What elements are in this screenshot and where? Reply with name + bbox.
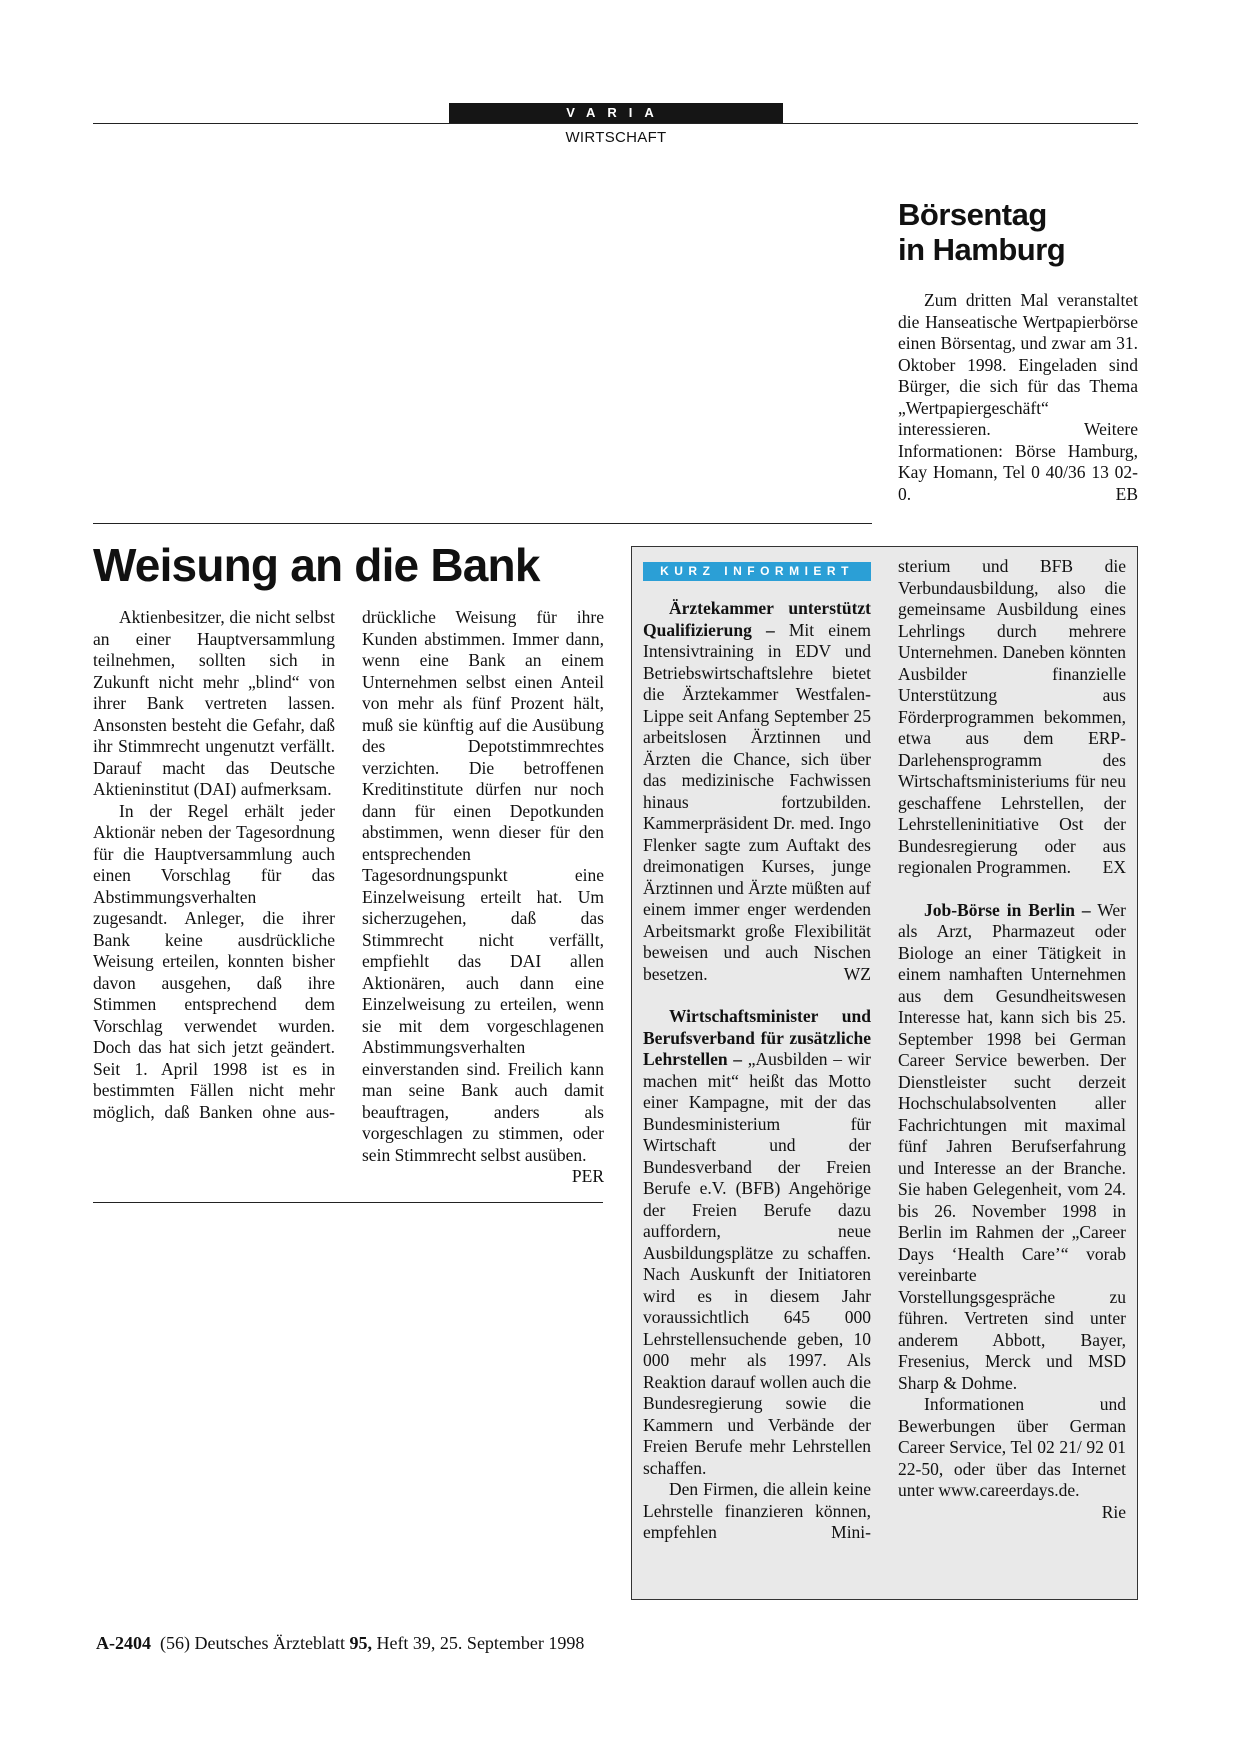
kurz-item-jobboerse-text: Wer als Arzt, Pharmazeut oder Biologe an einer Tätigkeit in einem namhaften Unternehmen aus dem Gesundheitswesen Interesse hat, kann sich bis 25. September 1998 bei German Career Service bewerben. Der Dienstleister sucht derzeit Hochschulabsolventen aller Fachrichtungen mit maximal fünf Jahren Berufserfahrung und Interesse an der Branche. Sie haben Gelegenheit, vom 24. bis 26. November 1998 in Berlin im Rahmen der „Career Days ‘Health Care’“ vorab vereinbarte Vorstellungsgespräche zu führen. Vertreten sind unter anderem Abbott, Bayer, Fresenius, Merck und MSD Sharp & Dohme.	[898, 899, 1126, 1393]
footer-volume: 95,	[349, 1633, 372, 1653]
weisung-column-1	[93, 607, 335, 1145]
kurz-item-aerztekammer-text: Mit einem Intensivtraining in EDV und Betriebswirtschaftslehre bietet die Ärztekammer Westfalen-Lippe seit Anfang September 25 arbeitslosen Ärztinnen und Ärzten die Chance, sich über das medizinische Fachwissen hinaus fortzubilden. Kammerpräsident Dr. med. Ingo Flenker sagte zum Auftakt des dreimonatigen Kurses, junge Ärztinnen und Ärzte müßten auf einem immer enger werdenden Arbeitsmarkt große Flexibilität beweisen und auch Nischen besetzen.	[643, 619, 872, 984]
kurz-column-2	[898, 556, 1126, 1523]
kurz-item-lehrstellen-text: „Ausbilden – wir machen mit“ heißt das Motto einer Kampagne, mit der das Bundesministerium für Wirtschaft und der Bundesverband der Freien Berufe e.V. (BFB) Angehörige der Freien Berufe dazu auffordern, neue Ausbildungsplätze zu schaffen. Nach Auskunft der Initiatoren wird es in diesem Jahr voraussichtlich 645 000 Lehrstellensuchende geben, 10 000 mehr als 1997. Als Reaktion darauf wollen auch die Bundesregierung sowie die Kammern und Verbände der Freien Berufe mehr Lehrstellen schaffen.	[643, 1049, 871, 1478]
weisung-paragraph-2: In der Regel erhält jeder Aktionär neben der Tagesordnung für die Hauptversammlung auch einen Vorschlag für das Abstimmungsverhalten zugesandt. Anleger, die ihrer Bank keine ausdrückliche Weisung erteilen, konnten bisher davon ausgehen, daß ihre Stimmen entsprechend dem Vorschlag verwendet wurden. Doch das hat sich jetzt geändert. Seit 1. April 1998 ist es in bestimmten Fällen nicht mehr möglich, daß Banken ohne aus-	[93, 800, 335, 1122]
subsection-label: WIRTSCHAFT	[565, 129, 667, 146]
weisung-paragraph-1: Aktienbesitzer, die nicht selbst an einer Hauptversammlung teilnehmen, sollten sich in Zukunft nicht mehr „blind“ von ihrer Bank vertreten lassen. Ansonsten besteht die Gefahr, daß ihr Stimmrecht ungenutzt verfällt. Darauf macht das Deutsche Aktieninstitut (DAI) aufmerksam.	[93, 607, 335, 799]
boersentag-title	[898, 197, 1138, 267]
footer-issue: Heft 39, 25. September 1998	[376, 1633, 585, 1653]
kurz-item-lehrstellen-continued-text: sterium und BFB die Verbundausbildung, also die gemeinsame Ausbildung eines Lehrlings durch mehrere Unternehmen. Daneben könnten Ausbilder finanzielle Unterstützung aus Förderprogrammen bekommen, etwa aus dem ERP-Darlehensprogramm des Wirtschaftsministeriums für neu geschaffene Lehrstellen, der Lehrstelleninitiative Ost der Bundesregierung oder aus regionalen Programmen.	[898, 556, 1126, 877]
article-divider	[93, 523, 872, 524]
footer-journal: Deutsches Ärzteblatt	[194, 1633, 345, 1653]
header-rule	[93, 123, 1138, 124]
weisung-title: Weisung an die Bank	[93, 539, 540, 591]
kurz-informiert-tag: KURZ INFORMIERT	[643, 562, 871, 581]
footer-page-number: (56)	[160, 1633, 190, 1653]
kurz-item-jobboerse-head: Job-Börse in Berlin –	[924, 899, 1091, 920]
weisung-signature: PER	[571, 1166, 604, 1186]
kurz-item-jobboerse-paragraph-2	[898, 1394, 1126, 1522]
weisung-paragraph-2-continued	[362, 607, 604, 1186]
boersentag-signature: EB	[1115, 483, 1138, 504]
section-tag: VARIA	[449, 103, 783, 123]
kurz-item-lehrstellen-continued	[898, 556, 1126, 879]
weisung-continued-text: drückliche Weisung für ihre Kunden abstimmen. Immer dann, wenn eine Bank an einem Unternehmen selbst einen Anteil von mehr als fünf Prozent hält, muß sie künftig auf die Ausübung des Depotstimmrechtes verzichten. Die betroffenen Kreditinstitute dürfen nur noch dann für einen Depotkunden abstimmen, wenn dieser für den entsprechenden Tagesordnungspunkt eine Einzelweisung erteilt hat. Um sicherzugehen, daß das Stimmrecht nicht verfällt, empfiehlt das DAI allen Aktionären, auch dann eine Einzelweisung zu erteilen, wenn sie mit dem vorgeschlagenen Abstimmungsverhalten einverstanden sind. Freilich kann man seine Bank auch damit beauftragen, anders als vorgeschlagen zu stimmen, oder sein Stimmrecht selbst ausüben.	[362, 607, 604, 1165]
kurz-item-lehrstellen-head: Wirtschaftsminister und Berufsverband für zusätzliche Lehrstellen –	[643, 1006, 871, 1069]
kurz-column-1	[643, 598, 871, 1565]
boersentag-article	[898, 290, 1138, 505]
kurz-item-jobboerse	[898, 900, 1126, 1395]
kurz-item-jobboerse-signature: Rie	[1101, 1501, 1126, 1522]
kurz-item-aerztekammer	[643, 598, 871, 985]
boersentag-title-line1: Börsentag	[898, 197, 1047, 232]
boersentag-title-line2: in Hamburg	[898, 232, 1066, 267]
boersentag-paragraph	[898, 290, 1138, 505]
kurz-item-lehrstellen	[643, 1006, 871, 1479]
weisung-bottom-rule	[93, 1202, 603, 1203]
kurz-item-aerztekammer-head: Ärztekammer unterstützt Qualifizierung –	[643, 598, 871, 640]
kurz-item-lehrstellen-signature: EX	[1102, 857, 1126, 877]
kurz-item-aerztekammer-signature: WZ	[843, 963, 871, 984]
page-footer	[96, 1633, 584, 1654]
kurz-item-lehrstellen-paragraph-2: Den Firmen, die allein keine Lehrstelle finanzieren können, empfehlen Mini-	[643, 1479, 871, 1542]
boersentag-text: Zum dritten Mal veranstaltet die Hanseatische Wertpapierbörse einen Börsentag, und zwar am 31. Oktober 1998. Eingeladen sind Bürger, die sich für das Thema „Wertpapiergeschäft“ interessieren. Weitere Informationen: Börse Hamburg, Kay Homann, Tel 0 40/36 13 02-0.	[898, 290, 1138, 504]
kurz-item-jobboerse-text-2: Informationen und Bewerbungen über German Career Service, Tel 02 21/ 92 01 22-50, oder über das Internet unter www.careerdays.de.	[898, 1394, 1126, 1500]
footer-page-code: A-2404	[96, 1633, 151, 1653]
weisung-column-2	[362, 607, 604, 1188]
